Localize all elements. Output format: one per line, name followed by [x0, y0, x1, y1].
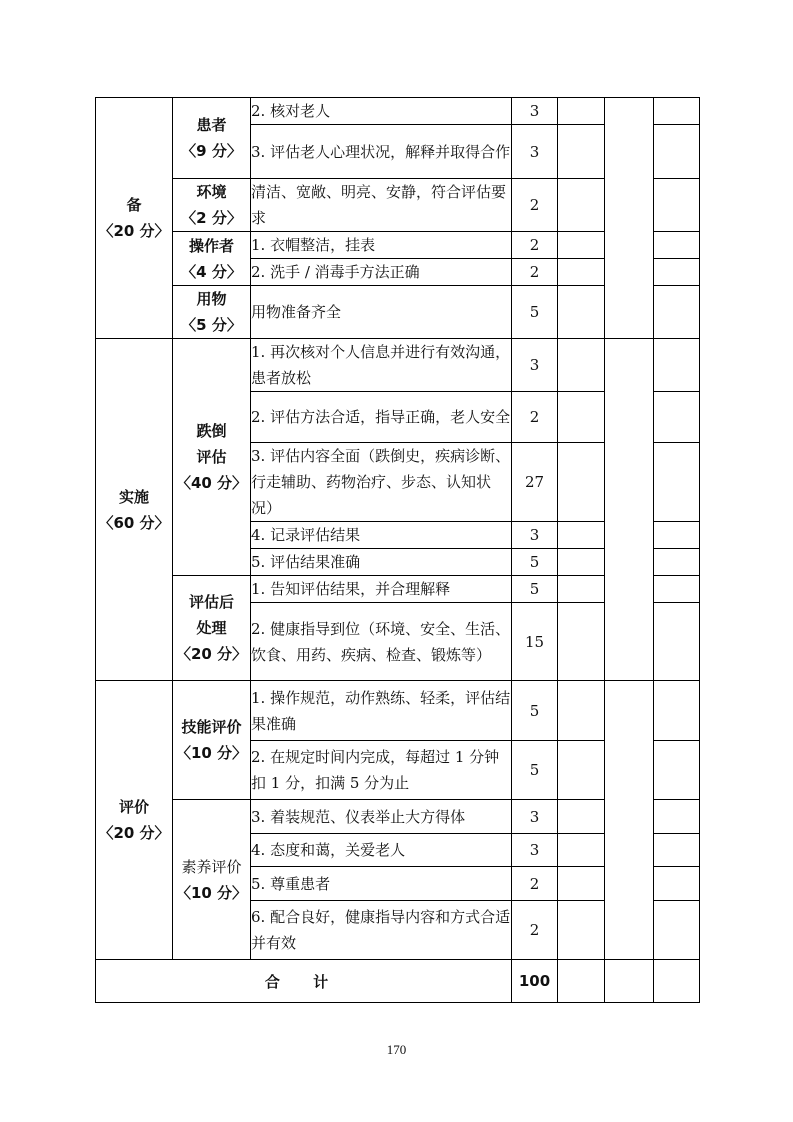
subsection-label: 评估后 — [188, 593, 234, 611]
blank-cell — [654, 232, 700, 259]
item-score: 3 — [512, 125, 558, 179]
blank-cell — [654, 392, 700, 443]
blank-cell — [654, 681, 700, 741]
blank-cell — [605, 339, 654, 681]
blank-cell — [558, 392, 605, 443]
subsection-label: 处理 — [196, 619, 227, 637]
blank-cell — [558, 259, 605, 286]
blank-cell — [654, 867, 700, 901]
section-label: 实施 — [118, 487, 149, 506]
blank-cell — [558, 603, 605, 681]
item-score: 2 — [512, 901, 558, 960]
item-text: 1. 衣帽整洁，挂表 — [251, 232, 512, 259]
item-score: 15 — [512, 603, 558, 681]
subsection-patient — [173, 98, 251, 179]
table-row — [96, 681, 700, 741]
item-score: 2 — [512, 867, 558, 901]
item-text: 4. 态度和蔼，关爱老人 — [251, 834, 512, 867]
item-text: 用物准备齐全 — [251, 286, 512, 339]
blank-cell — [558, 834, 605, 867]
subsection-points: 〈10 分〉 — [175, 744, 248, 762]
blank-cell — [654, 179, 700, 232]
subsection-points: 〈10 分〉 — [175, 883, 248, 902]
blank-cell — [558, 443, 605, 522]
subsection-after — [173, 576, 251, 681]
item-score: 27 — [512, 443, 558, 522]
blank-cell — [558, 522, 605, 549]
subsection-points: 〈9 分〉 — [181, 142, 242, 160]
item-text: 4. 记录评估结果 — [251, 522, 512, 549]
subsection-quality — [173, 800, 251, 960]
item-text: 3. 评估内容全面（跌倒史，疾病诊断、行走辅助、药物治疗、步态、认知状况） — [251, 443, 512, 522]
subsection-points: 〈2 分〉 — [181, 209, 242, 227]
subsection-points: 〈40 分〉 — [175, 474, 248, 492]
item-score: 3 — [512, 98, 558, 125]
item-score: 3 — [512, 800, 558, 834]
subsection-label: 操作者 — [188, 236, 234, 255]
blank-cell — [558, 741, 605, 800]
item-text: 2. 健康指导到位（环境、安全、生活、饮食、用药、疾病、检查、锻炼等） — [251, 603, 512, 681]
blank-cell — [654, 522, 700, 549]
item-score: 3 — [512, 522, 558, 549]
item-score: 2 — [512, 259, 558, 286]
item-text: 5. 评估结果准确 — [251, 549, 512, 576]
blank-cell — [605, 960, 654, 1003]
blank-cell — [558, 98, 605, 125]
subsection-label: 素养评价 — [181, 857, 242, 876]
table-row — [96, 98, 700, 125]
item-text: 1. 再次核对个人信息并进行有效沟通，患者放松 — [251, 339, 512, 392]
item-text: 2. 核对老人 — [251, 98, 512, 125]
blank-cell — [558, 286, 605, 339]
blank-cell — [654, 960, 700, 1003]
blank-cell — [654, 901, 700, 960]
item-score: 5 — [512, 549, 558, 576]
blank-cell — [654, 800, 700, 834]
item-score: 2 — [512, 232, 558, 259]
page-number: 170 — [386, 1042, 407, 1057]
blank-cell — [558, 125, 605, 179]
subsection-points: 〈4 分〉 — [181, 262, 242, 281]
blank-cell — [558, 576, 605, 603]
item-score: 5 — [512, 681, 558, 741]
subsection-label: 患者 — [196, 116, 227, 134]
subsection-label: 跌倒 — [196, 422, 227, 440]
total-value: 100 — [512, 960, 558, 1003]
blank-cell — [654, 339, 700, 392]
blank-cell — [558, 960, 605, 1003]
subsection-fall — [173, 339, 251, 576]
blank-cell — [558, 800, 605, 834]
subsection-supplies — [173, 286, 251, 339]
subsection-operator — [173, 232, 251, 286]
blank-cell — [654, 576, 700, 603]
section-prep — [96, 98, 173, 339]
item-text: 6. 配合良好，健康指导内容和方式合适并有效 — [251, 901, 512, 960]
item-score: 2 — [512, 392, 558, 443]
item-text: 3. 着装规范、仪表举止大方得体 — [251, 800, 512, 834]
item-text: 1. 告知评估结果，并合理解释 — [251, 576, 512, 603]
blank-cell — [605, 681, 654, 960]
total-row — [96, 960, 700, 1003]
item-text: 2. 洗手 / 消毒手方法正确 — [251, 259, 512, 286]
item-text: 清洁、宽敞、明亮、安静，符合评估要求 — [251, 179, 512, 232]
item-text: 2. 评估方法合适，指导正确，老人安全 — [251, 392, 512, 443]
blank-cell — [558, 549, 605, 576]
blank-cell — [654, 259, 700, 286]
table-row — [96, 339, 700, 392]
blank-cell — [654, 834, 700, 867]
subsection-points: 〈20 分〉 — [175, 645, 248, 663]
blank-cell — [654, 125, 700, 179]
section-eval — [96, 681, 173, 960]
item-score: 5 — [512, 286, 558, 339]
item-score: 2 — [512, 179, 558, 232]
item-text: 3. 评估老人心理状况，解释并取得合作 — [251, 125, 512, 179]
blank-cell — [654, 98, 700, 125]
scoring-table — [95, 97, 700, 1003]
item-score: 5 — [512, 576, 558, 603]
section-points: 〈20 分〉 — [98, 222, 170, 240]
blank-cell — [558, 179, 605, 232]
subsection-label: 环境 — [196, 183, 227, 201]
item-text: 2. 在规定时间内完成，每超过 1 分钟扣 1 分，扣满 5 分为止 — [251, 741, 512, 800]
subsection-env — [173, 179, 251, 232]
subsection-label: 技能评价 — [181, 718, 242, 736]
blank-cell — [558, 901, 605, 960]
blank-cell — [654, 286, 700, 339]
blank-cell — [558, 867, 605, 901]
section-points: 〈60 分〉 — [98, 513, 170, 532]
blank-cell — [654, 741, 700, 800]
total-label: 合 计 — [96, 960, 512, 1003]
subsection-skill — [173, 681, 251, 800]
blank-cell — [558, 232, 605, 259]
item-score: 3 — [512, 834, 558, 867]
item-score: 3 — [512, 339, 558, 392]
blank-cell — [558, 339, 605, 392]
item-text: 1. 操作规范，动作熟练、轻柔，评估结果准确 — [251, 681, 512, 741]
section-points: 〈20 分〉 — [98, 824, 170, 842]
item-score: 5 — [512, 741, 558, 800]
subsection-label: 用物 — [196, 290, 227, 308]
subsection-points: 〈5 分〉 — [181, 316, 242, 334]
blank-cell — [654, 603, 700, 681]
section-label: 评价 — [118, 798, 149, 816]
blank-cell — [558, 681, 605, 741]
blank-cell — [605, 98, 654, 339]
blank-cell — [654, 443, 700, 522]
section-impl — [96, 339, 173, 681]
item-text: 5. 尊重患者 — [251, 867, 512, 901]
subsection-label: 评估 — [196, 448, 227, 466]
section-label: 备 — [126, 196, 142, 214]
blank-cell — [654, 549, 700, 576]
